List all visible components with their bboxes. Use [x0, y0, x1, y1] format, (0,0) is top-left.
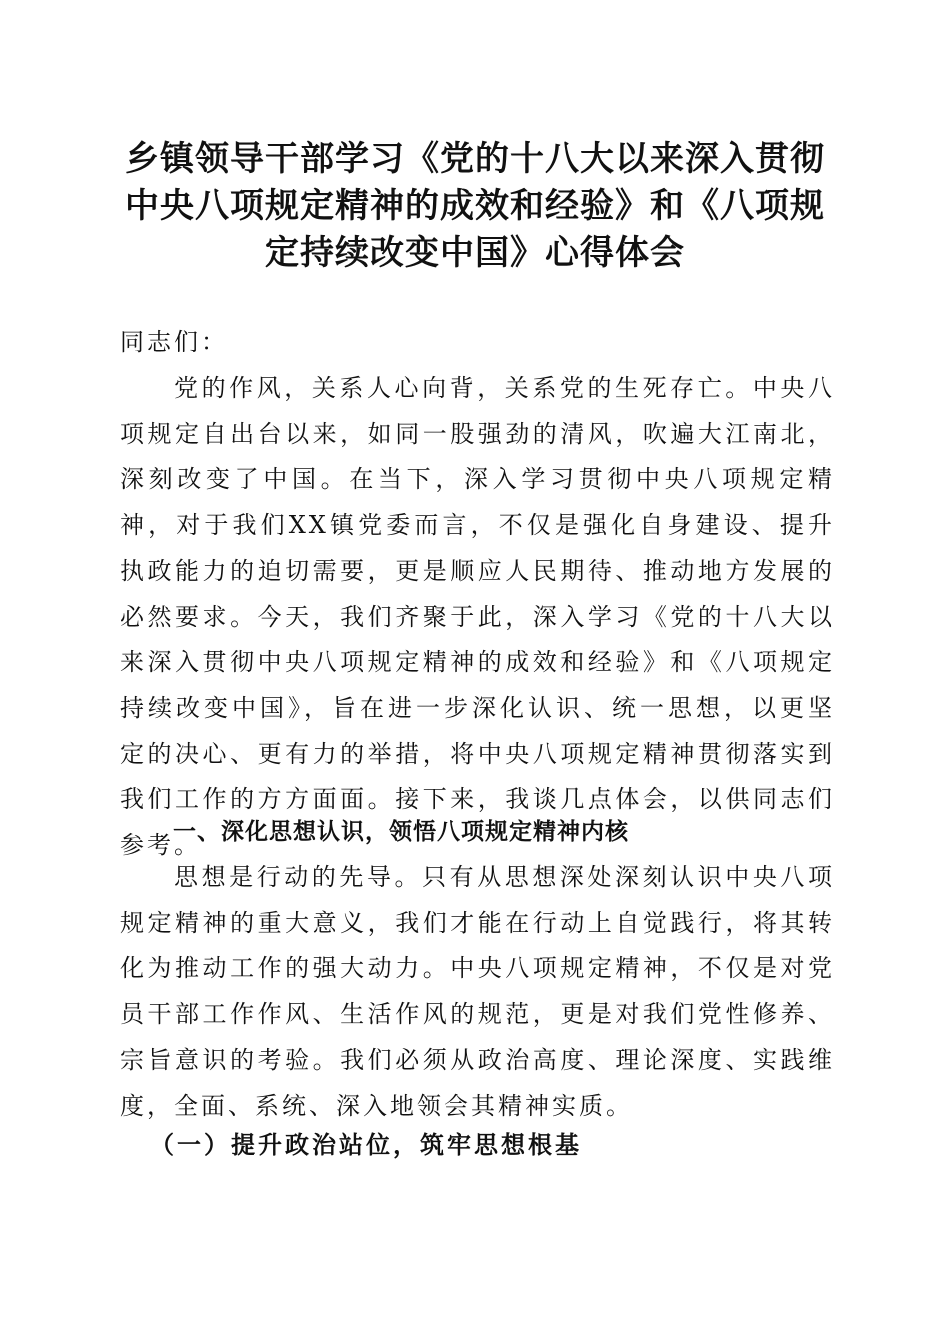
document-title — [110, 136, 840, 277]
section-heading-1: 一、深化思想认识，领悟八项规定精神内核 — [173, 819, 629, 845]
subsection-heading-1: （一）提升政治站位，筑牢思想根基 — [150, 1130, 582, 1159]
salutation: 同志们： — [120, 328, 228, 356]
section-1-paragraph: 思想是行动的先导。只有从思想深处深刻认识中央八项规定精神的重大意义，我们才能在行动上自觉践行，将其转化为推动工作的强大动力。中央八项规定精神，不仅是对党员干部工作作风、生活作风的规范，更是对我们党性修养、宗旨意识的考验。我们必须从政治高度、理论深度、实践维度，全面、系统、深入地领会其精神实质。 — [120, 863, 835, 1120]
title-line-3: 定持续改变中国》心得体会 — [265, 233, 685, 273]
intro-paragraph: 党的作风，关系人心向背，关系党的生死存亡。中央八项规定自出台以来，如同一股强劲的清风，吹遍大江南北，深刻改变了中国。在当下，深入学习贯彻中央八项规定精神，对于我们XX镇党委而言，不仅是强化自身建设、提升执政能力的迫切需要，更是顺应人民期待、推动地方发展的必然要求。今天，我们齐聚于此，深入学习《党的十八大以来深入贯彻中央八项规定精神的成效和经验》和《八项规定持续改变中国》，旨在进一步深化认识、统一思想，以更坚定的决心、更有力的举措，将中央八项规定精神贯彻落实到我们工作的方方面面。接下来，我谈几点体会，以供同志们参考。 — [120, 374, 835, 860]
title-line-2: 中央八项规定精神的成效和经验》和《八项规 — [125, 186, 825, 226]
title-line-1: 乡镇领导干部学习《党的十八大以来深入贯彻 — [125, 139, 825, 179]
